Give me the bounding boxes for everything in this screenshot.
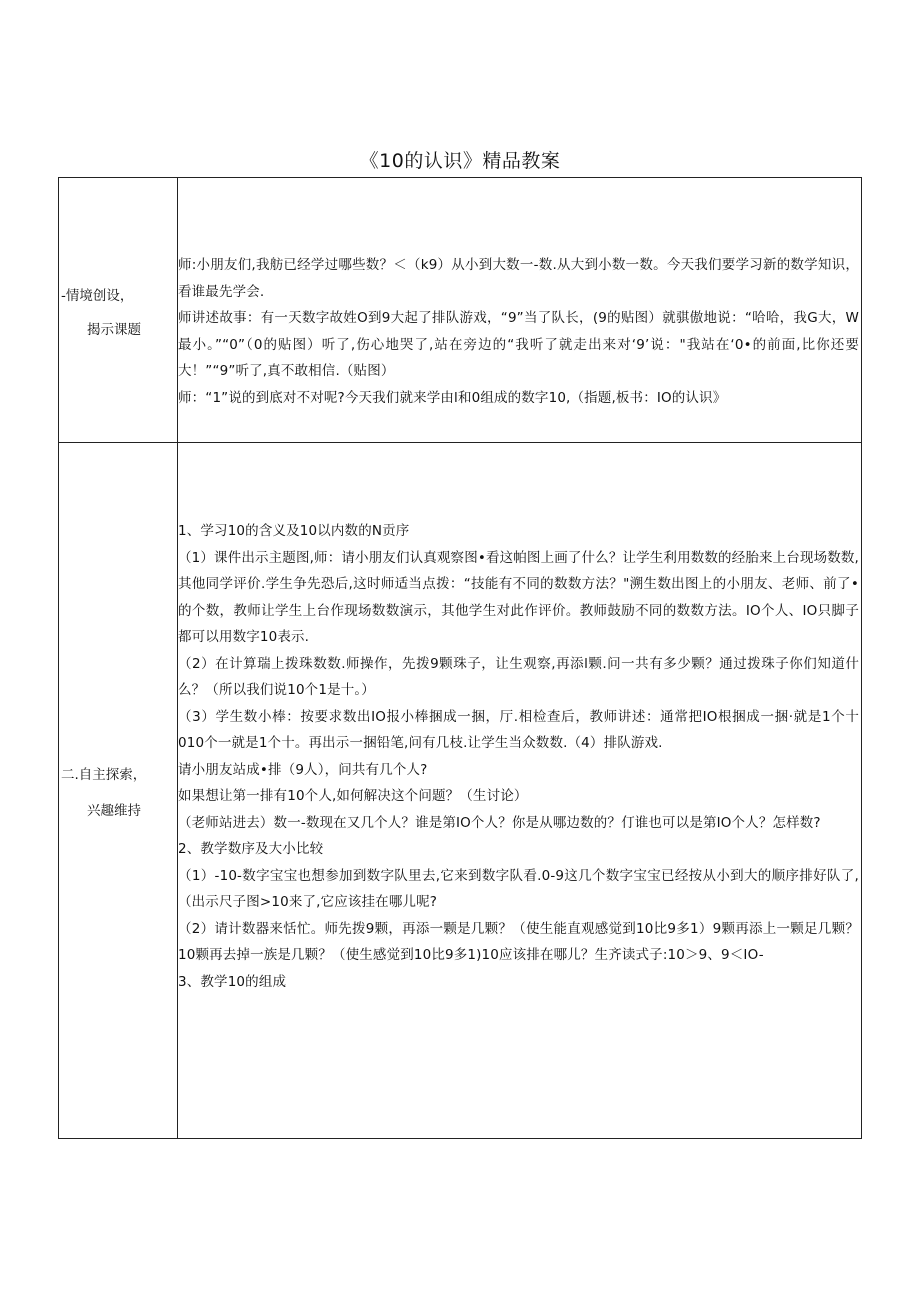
section-label-line: 兴趣维持 [87, 803, 141, 819]
section-content-cell [178, 443, 862, 1139]
paragraph: 请小朋友站成•排（9人），问共有几个人? [178, 761, 428, 778]
paragraph: 3、教学10的组成 [178, 973, 287, 990]
section-label-cell [59, 178, 178, 443]
section-row [59, 178, 862, 443]
paragraph: （1）课件出示主题图,师：请小朋友们认真观察图•看这帕图上画了什么？让学生利用数数的经胎来上台现场数数,其他同学评价.学生争先恐后,这时师适当点拨：“技能有不同的数数方法？"溯生数出图上的小朋友、老师、前了•的个数，教师让学生上台作现场数数演示，其他学生对此作评价。教师鼓励不同的数数方法。IO个人、IO只脚子都可以用数字10表示. [178, 549, 859, 645]
paragraph: （3）学生数小棒：按要求数出IO报小棒捆成一捆，厅.相检查后，教师讲述：通常把IO根捆成一捆·就是1个十010个一就是1个十。再出示一捆铅笔,问有几枝.让学生当众数数.（4）排队游戏. [178, 708, 859, 751]
paragraph: 师:小朋友们,我舫已经学过哪些数？＜（k9）从小到大数一-数.从大到小数一数。今天我们要学习新的数学知识，看谁最先学会. [178, 257, 859, 300]
section-row [59, 443, 862, 1139]
paragraph: （2）请计数器来恬忙。师先拨9颗，再添一颗是几颗？（使生能直观感觉到10比9多1）9颗再添上一颗足几颗？10颗再去掉一族是几颗？（使生感觉到10比9多1)10应该排在哪儿？生齐读式子:10＞9、9＜IO- [178, 920, 859, 963]
lesson-plan-table [58, 177, 862, 1139]
paragraph: 师讲述故事：有一天数字故姓O到9大起了排队游戏，“9”当了队长，(9的贴图）就骐傲地说：“哈哈，我G大，W最小。”“0”（0的贴图）听了,伤心地哭了,站在旁边的“我听了就走出来对‘9’说："我站在‘0•的前面,比你还要大！”“9”听了,真不敢相信.（贴图） [178, 310, 859, 379]
section-label-line: 揭示课题 [87, 322, 141, 338]
paragraph: 2、教学数序及大小比较 [178, 841, 324, 857]
paragraph: 1、学习10的含义及10以内数的N贡序 [178, 523, 410, 539]
paragraph: （2）在计算瑞上拨珠数数.师操作，先拨9颗珠子，让生观察,再添l颗.问一共有多少颗？通过拨珠子你们知道什么？（所以我们说10个1是十。） [178, 655, 859, 698]
paragraph: （老师站进去）数一-数现在又几个人？谁是第IO个人？你是从哪边数的？仃谁也可以是第IO个人？怎样数? [178, 814, 821, 831]
paragraph: （1）-10-数字宝宝也想参加到数字队里去,它来到数字队看.0-9这几个数字宝宝已经按从小到大的顺序排好队了,（出示尺子图>10来了,它应该挂在哪儿呢? [178, 867, 859, 910]
section-label-line: 二.自主探索， [61, 767, 147, 783]
section-label-line: -情境创设， [61, 288, 134, 304]
section-content-cell [178, 178, 862, 443]
document-title: 《10的认识》精品教案 [359, 150, 561, 172]
section-label-cell [59, 443, 178, 1139]
paragraph: 师：“1”说的到底对不对呢?今天我们就来学由l和0组成的数字10,（指题,板书：IO的认识》 [178, 389, 727, 406]
paragraph: 如果想让第一排有10个人,如何解决这个问题？（生讨论） [178, 788, 528, 804]
